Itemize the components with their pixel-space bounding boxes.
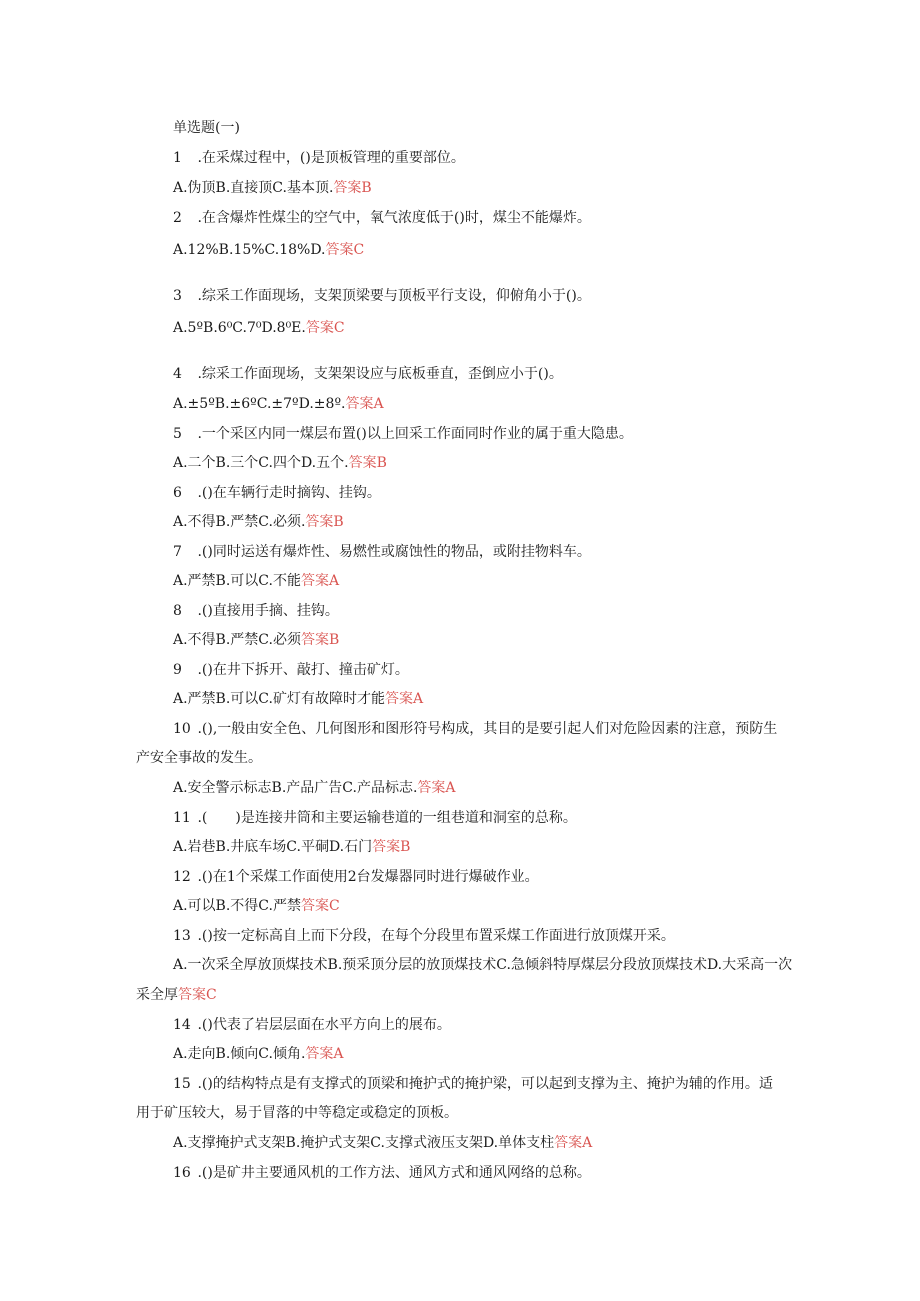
options-2 [173, 240, 364, 260]
answer-label: 答案C [305, 320, 345, 336]
options-1 [173, 178, 372, 198]
question-number: 16 [173, 1165, 191, 1181]
options-text: A.不得B.严禁C.必须 [173, 632, 301, 648]
answer-label: 答案A [345, 396, 384, 412]
answer-label: 答案A [417, 780, 456, 796]
question-stem: .()在井下拆开、敲打、撞击矿灯。 [197, 662, 409, 678]
options-text: A.岩巷B.井底车场C.平硐D.石门 [173, 839, 373, 855]
question-16 [173, 1163, 591, 1183]
question-number: 4 [173, 366, 182, 382]
question-number: 8 [173, 603, 182, 619]
question-stem: .()的结构特点是有支撑式的顶梁和掩护式的掩护梁，可以起到支撑为主、掩护为辅的作用。适 [197, 1076, 773, 1092]
options-text: 采全厚 [136, 987, 178, 1003]
question-stem: .(),一般由安全色、几何图形和图形符号构成，其目的是要引起人们对危险因素的注意，预防生 [197, 721, 778, 737]
options-14 [173, 1044, 344, 1064]
answer-label: 答案B [305, 514, 344, 530]
question-4 [173, 364, 563, 384]
options-text: A.严禁B.可以C.矿灯有故障时才能 [173, 691, 385, 707]
section-title: 单选题(一) [173, 120, 240, 136]
answer-label: 答案A [300, 573, 340, 589]
question-stem: .()同时运送有爆炸性、易燃性或腐蚀性的物品，或附挂物料车。 [197, 544, 591, 560]
question-stem: .()是矿井主要通风机的工作方法、通风方式和通风网络的总称。 [197, 1165, 591, 1181]
question-number: 15 [173, 1076, 191, 1092]
question-number: 3 [173, 288, 182, 304]
question-10 [173, 719, 777, 739]
question-stem: .一个采区内同一煤层布置()以上回采工作面同时作业的属于重大隐患。 [197, 426, 633, 442]
options-9 [173, 689, 423, 709]
options-text: A.安全警示标志B.产品广告C.产品标志. [173, 780, 418, 796]
question-number: 13 [173, 928, 191, 944]
question-11 [173, 808, 577, 828]
question-number: 11 [173, 810, 191, 826]
options-12 [173, 896, 340, 916]
options-text: A.不得B.严禁C.必须. [173, 514, 306, 530]
options-13: A.一次采全厚放顶煤技术B.预采顶分层的放顶煤技术C.急倾斜特厚煤层分段放顶煤技术D.大采高一次 [173, 957, 793, 973]
answer-label: 答案C [300, 898, 340, 914]
question-8 [173, 601, 339, 621]
options-8 [173, 630, 339, 650]
question-number: 10 [173, 721, 191, 737]
question-number: 9 [173, 662, 182, 678]
answer-label: 答案A [384, 691, 424, 707]
options-text: A.伪顶B.直接顶C.基本顶. [173, 180, 334, 196]
options-text: A.走向B.倾向C.倾角. [173, 1046, 306, 1062]
question-number: 14 [173, 1017, 191, 1033]
options-6 [173, 512, 344, 532]
options-text: A.5ºB.6⁰C.7⁰D.8⁰E. [173, 320, 306, 336]
question-10-continued: 产安全事故的发生。 [136, 750, 262, 766]
question-15 [173, 1074, 773, 1094]
answer-label: 答案A [554, 1135, 593, 1151]
options-text: A.严禁B.可以C.不能 [173, 573, 301, 589]
question-stem: .()代表了岩层层面在水平方向上的展布。 [197, 1017, 451, 1033]
question-stem: .()在车辆行走时摘钩、挂钩。 [197, 485, 381, 501]
question-stem: .()直接用手摘、挂钩。 [197, 603, 339, 619]
question-13 [173, 926, 675, 946]
question-stem: .()按一定标高自上而下分段，在每个分段里布置采煤工作面进行放顶煤开采。 [197, 928, 675, 944]
options-10 [173, 778, 456, 798]
options-7 [173, 571, 339, 591]
question-number: 2 [173, 210, 182, 226]
options-text: A.二个B.三个C.四个D.五个. [173, 455, 349, 471]
question-stem: .( )是连接井筒和主要运输巷道的一组巷道和洞室的总称。 [197, 810, 577, 826]
question-3 [173, 286, 591, 306]
question-stem: .综采工作面现场，支架顶梁要与顶板平行支设，仰俯角小于()。 [197, 288, 591, 304]
options-5 [173, 453, 387, 473]
question-14 [173, 1015, 451, 1035]
options-text: A.支撑掩护式支架B.掩护式支架C.支撑式液压支架D.单体支柱 [173, 1135, 555, 1151]
answer-label: 答案B [372, 839, 411, 855]
options-15 [173, 1133, 592, 1153]
options-text: A.12%B.15%C.18%D. [173, 242, 326, 258]
answer-label: 答案A [305, 1046, 344, 1062]
question-6 [173, 483, 381, 503]
question-2 [173, 208, 591, 228]
question-5 [173, 424, 633, 444]
question-number: 6 [173, 485, 182, 501]
question-number: 5 [173, 426, 182, 442]
answer-label: 答案B [300, 632, 340, 648]
options-4 [173, 394, 384, 414]
options-13-continued [136, 985, 217, 1005]
answer-label: 答案B [348, 455, 387, 471]
options-11 [173, 837, 410, 857]
answer-label: 答案C [325, 242, 365, 258]
question-12 [173, 867, 539, 887]
question-stem: .在采煤过程中，()是顶板管理的重要部位。 [197, 150, 465, 166]
question-9 [173, 660, 409, 680]
question-stem: .()在1个采煤工作面使用2台发爆器同时进行爆破作业。 [197, 869, 539, 885]
options-3 [173, 318, 345, 338]
question-stem: .在含爆炸性煤尘的空气中，氧气浓度低于()时，煤尘不能爆炸。 [197, 210, 591, 226]
question-stem: .综采工作面现场，支架架设应与底板垂直，歪倒应小于()。 [197, 366, 563, 382]
question-1 [173, 148, 465, 168]
options-text: A.±5ºB.±6ºC.±7ºD.±8º. [173, 396, 346, 412]
question-15-continued: 用于矿压较大，易于冒落的中等稳定或稳定的顶板。 [136, 1105, 458, 1121]
question-number: 1 [173, 150, 182, 166]
options-text: A.可以B.不得C.严禁 [173, 898, 301, 914]
question-7 [173, 542, 591, 562]
answer-label: 答案B [333, 180, 372, 196]
answer-label: 答案C [178, 987, 217, 1003]
question-number: 12 [173, 869, 191, 885]
question-number: 7 [173, 544, 182, 560]
